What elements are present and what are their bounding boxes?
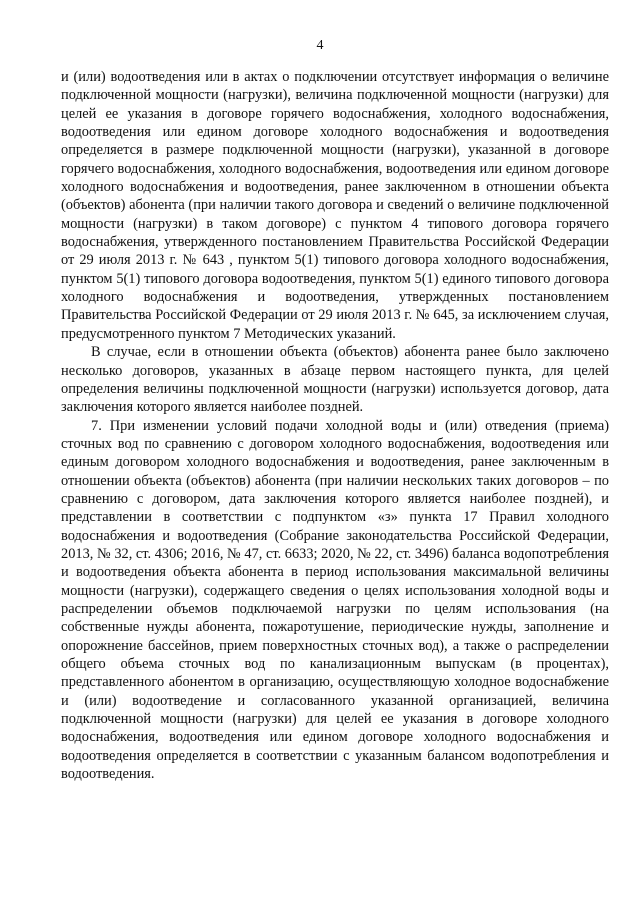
paragraph-multiple-contracts: В случае, если в отношении объекта (объектов) абонента ранее было заключено несколько договоров, указанных в абзаце первом настоящего пункта, для целей определения величины подключенной мощности (нагрузки) используется договор, дата заключения которого является наиболее поздней. [61,344,609,416]
page-number: 4 [316,38,324,53]
paragraph-item-7: 7. При изменении условий подачи холодной воды и (или) отведения (приема) сточных вод по сравнению с договором холодного водоснабжения, водоотведения или единым договором холодного водоснабжения и водоотведения, ранее заключенным в отношении объекта (объектов) абонента (при наличии нескольких таких договоров – по сравнению с договором, дата заключения которого является наиболее поздней), и представлении в соответствии с подпунктом «з» пункта 17 Правил холодного водоснабжения и водоотведения (Собрание законодательства Российской Федерации, 2013, № 32, ст. 4306; 2016, № 47, ст. 6633; 2020, № 22, ст. 3496) баланса водопотребления и водоотведения объекта абонента в период использования максимальной величины мощности (нагрузки), содержащего сведения о целях использования холодной воды и распределении объемов подключаемой нагрузки по целям использования (на собственные нужды абонента, пожаротушение, периодические нужды, заполнение и опорожнение бассейнов, прием поверхностных сточных вод), а также о распределении общего объема сточных вод по канализационным выпускам (в процентах), представленного абонентом в организацию, осуществляющую холодное водоснабжение и (или) водоотведение и согласованного указанной организацией, величина подключенной мощности (нагрузки) для целей ее указания в договоре холодного водоснабжения, водоотведения или едином договоре холодного водоснабжения и водоотведения определяется в соответствии с указанным балансом водопотребления и водоотведения. [61,417,609,783]
document-body [61,68,609,783]
paragraph-continuation: и (или) водоотведения или в актах о подключении отсутствует информация о величине подключенной мощности (нагрузки), величина подключенной мощности (нагрузки) для целей ее указания в договоре горячего водоснабжения, холодного водоснабжения, водоотведения или едином договоре холодного водоснабжения и водоотведения определяется в размере подключенной мощности (нагрузки), указанной в договоре горячего водоснабжения, холодного водоснабжения, водоотведения или едином договоре холодного водоснабжения и водоотведения, ранее заключенном в отношении объекта (объектов) абонента (при наличии такого договора и сведений о величине подключенной мощности (нагрузки) в таком договоре) с пунктом 4 типового договора горячего водоснабжения, утвержденного постановлением Правительства Российской Федерации от 29 июля 2013 г. № 643 , пунктом 5(1) типового договора холодного водоснабжения, пунктом 5(1) типового договора водоотведения, пунктом 5(1) единого типового договора холодного водоснабжения и водоотведения, утвержденных постановлением Правительства Российской Федерации от 29 июля 2013 г. № 645, за исключением случая, предусмотренного пунктом 7 Методических указаний. [61,69,609,342]
